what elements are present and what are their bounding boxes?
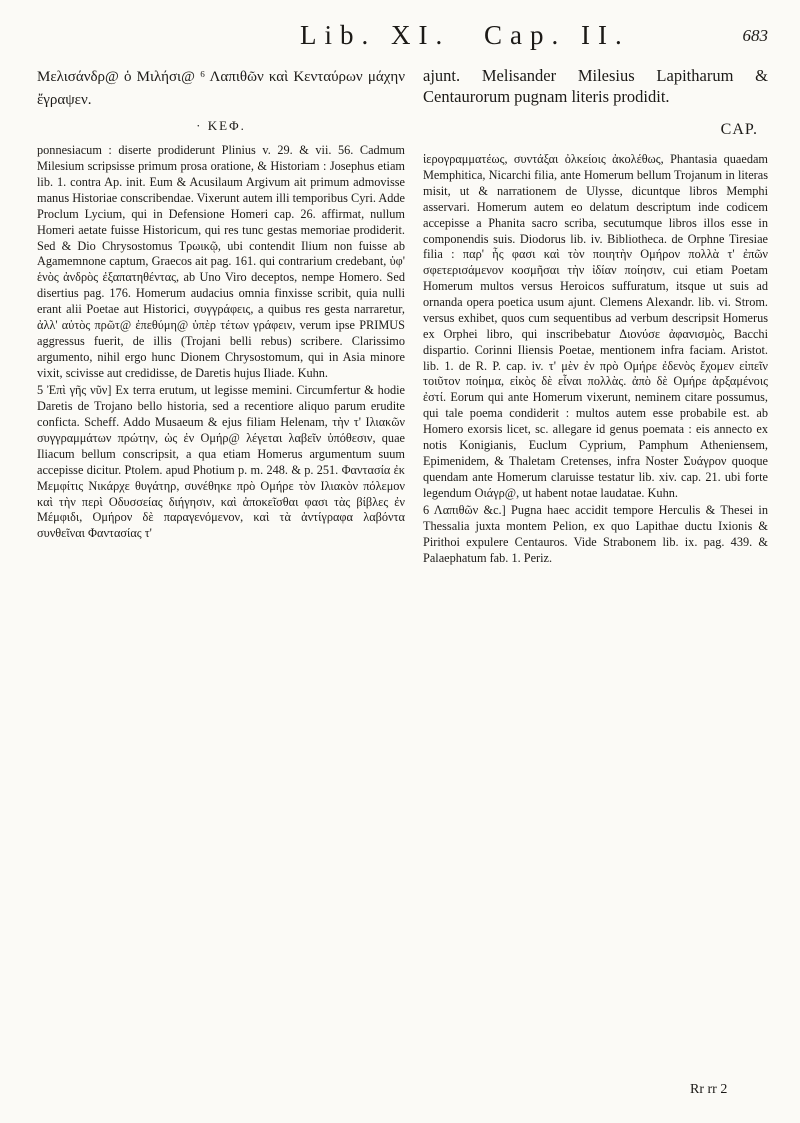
running-head-chapter: Cap. II. [484,20,630,50]
commentary-note: 6 Λαπιθῶν &c.] Pugna haec accidit tempore Herculis & Thesei in Thessalia juxta montem Pelion, ex quo Lapithae ductu Ixionis & Pirithoi expulere Centauros. Vide Strabonem lib. ix. pag. 439. & Palaephatum fab. 1. Periz. [423,503,768,566]
running-head-book: Lib. XI. [300,20,451,50]
commentary-note: ἱερογραμματέως, συντάξαι ὀλκείοις ἀκολέθως, Phantasia quaedam Memphitica, Nicarchi filia, ante Homerum bellum Trojanum in literas misit, ut & narrationem de Ulysse, dicuntque libros Memphi asservari. Homerum autem eo delatum descriptum inde codicem accepisse a Phanita sacro scriba, secutumque libros illos esse in componendis suis. Diodorus lib. iv. Bibliotheca. de Orphne Tiresiae filia : παρ' ἧς φασι καὶ τὸν ποιητὴν Ομήρον πολλὰ τ' ἐπῶν σφετερισάμενον κοσμῆσαι τὴν ἰδίαν ποίησιν, cui etiam Poetam Homerum multos versus Heroicos suffuratum, itsque ut suis ad ornanda opera poetica usum ajunt. Clemens Alexandr. lib. vi. Strom. versus exhibet, quos cum sequentibus ad verbum descripsit Homerus ex Orphei libro, qui inscribebatur Διονύσε ἀφανισμὸς, Bacchi dispartio. Corinni Iliensis Poetae, mentionem infra faciam. Aristot. lib. 1. de R. P. cap. iv. τ' μὲν ἐν πρὸ Ομήρε ἐδενὸς ἔχομεν εἰπεῖν τοιῦτον ποίημα, εἰκὸς δὲ εἶναι πολλὰς. ἀπὸ δὲ Ομήρε ἀρξαμένοις ἐστί. Eorum qui ante Homerum vixerunt, neminem citare possumus, qui tale poema condiderit : multos autem esse probabile est. ab Homero exorsis licet, sc. allegare id genus poemata : eis annecto ex notis Konigianis, Euclum Cyprium, Pamphum Atheniensem, Epimenidem, & Thaletam Cretenses, infra Noster Συάγρον quoque quendam ante Homerum claruisse testatur lib. xiv. cap. 21. ubi forte legendum Οιάγρ@, ut habent notae laudatae. Kuhn. [423,152,768,500]
greek-chapter-heading: · ΚΕΦ. [196,117,246,133]
left-column [37,66,405,542]
printer-signature: Rr rr 2 [690,1082,728,1097]
page-number: 683 [742,26,768,45]
commentary-note: ponnesiacum : diserte prodiderunt Plinius v. 29. & vii. 56. Cadmum Milesium scripsisse primum prosa oratione, & Historiam : Josephus etiam lib. 1. contra Ap. init. Eum & Acusilaum Argivum ait primum admovisse manus Historiae conscribendae. Vixerunt autem illi temporibus Cyri. Adde Proclum Lycium, qui in Defensione Homeri cap. 26. affirmat, nullum Homeri aetate fuisse Historicum, qui res tunc gestas memoriae prodiderit. Sed & Dio Chrysostomus Τρωικῷ, ubi contendit Ilium non fuisse ab Agamemnone captum, Graecos ait pag. 161. qui contrarium credebant, ὑφ' ἑνὸς ἀνδρὸς ἐξαπατηθέντας, ab Uno Viro deceptos, nempe Homero. Sed disertius pag. 176. Homerum audacius omnia finxisse scribit, quia nulli erant alii Poetae aut Historici, συγγράφεις, a quibus res gesta narraretur, ἀλλ' αὐτὸς πρῶτ@ ἐπεθύμη@ ὑπὲρ τέτων γράφειν, verum ipse PRIMUS aggressus fuerit, de illis (Trojani belli rebus) scribere. Clarissimo argumento, nihil ergo hunc Dionem Chrysostomum, qui in Asia minore vixit, scivisse aut credidisse, de Daretis hujus Iliade. Kuhn. [37,143,405,380]
greek-main-text: Μελισάνδρ@ ὁ Μιλήσι@ ⁶ Λαπιθῶν καὶ Κενταύρων μάχην ἔγραψεν. [37,69,405,109]
right-column [423,66,768,567]
commentary-note: 5 Ἐπὶ γῆς νῦν] Ex terra erutum, ut legisse memini. Circumfertur & hodie Daretis de Trojano bello historia, sed a recentiore aliquo parum erudite conficta. Scheff. Addo Musaeum & ejus filiam Helenam, τὴν τ' Ιλιακῶν συγγραμμάτων πρώτην, ὡς ἐν Ομήρ@ λέγεται λαβεῖν ὑπόθεσιν, quae Iliacum bellum conscripsit, a qua etiam Homerus argumentum suum accepisse dicitur. Ptolem. apud Photium p. m. 248. & p. 251. Φαντασία ἐκ Μεμφίτις Νικάρχε θυγάτηρ, συνέθηκε πρὸ Ομήρε τὸν Ιλιακὸν πόλεμον καὶ τὴν περὶ Οδυσσείας διήγησιν, καὶ ἀποκεῖσθαι φασι τὰς βίβλες ἐν Μέμφιδι, Ομήρον δὲ παραγενόμενον, καὶ τὰ ἀντίγραφα λαβόντα συνθεῖναι Φαντασίας τ' [37,383,405,541]
latin-main-text: ajunt. Melisander Milesius Lapitharum & Centaurorum pugnam literis prodidit. [423,66,768,106]
page-header [0,8,800,58]
latin-chapter-heading: CAP. [720,120,758,138]
